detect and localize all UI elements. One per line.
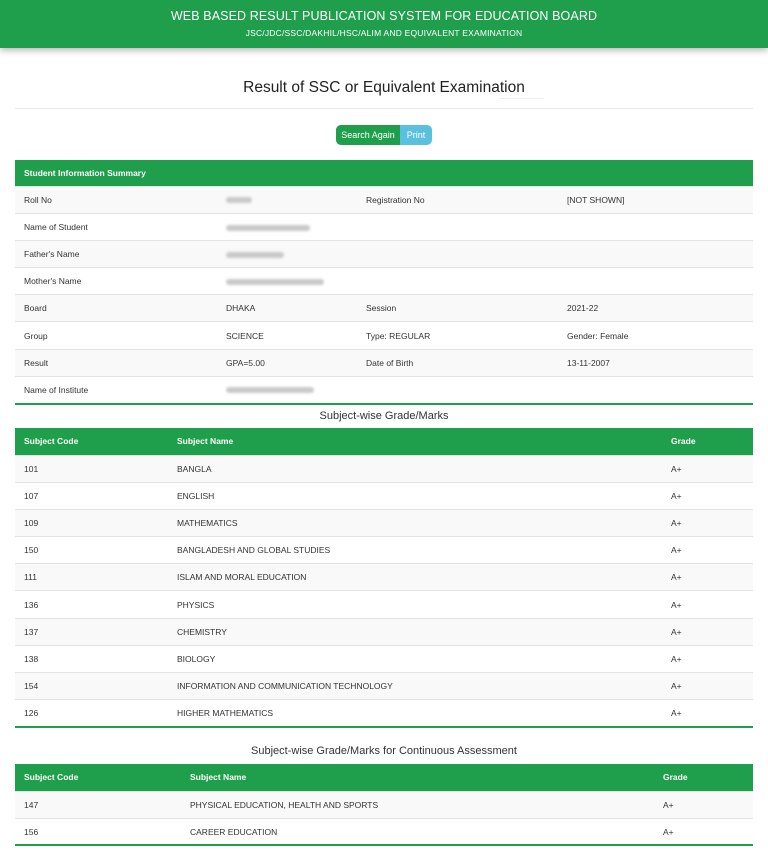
student-info-table	[15, 160, 753, 405]
grade-header: Grade	[654, 764, 753, 791]
institute-label: Name of Institute	[15, 376, 217, 403]
result-label: Result	[15, 349, 217, 376]
grade-cell: A+	[662, 673, 753, 700]
table-row	[15, 645, 753, 672]
subject-name-cell: PHYSICAL EDUCATION, HEALTH AND SPORTS	[181, 791, 654, 818]
subject-name-cell: BANGLADESH AND GLOBAL STUDIES	[168, 537, 662, 564]
info-row-name	[15, 213, 753, 240]
table-row	[15, 564, 753, 591]
info-row-group	[15, 322, 753, 349]
subject-name-cell: BANGLA	[168, 455, 662, 482]
subject-code-header: Subject Code	[15, 428, 168, 455]
dob-value: 13-11-2007	[558, 349, 753, 376]
subject-name-cell: CAREER EDUCATION	[181, 818, 654, 845]
print-button[interactable]: Print	[400, 125, 432, 145]
grade-cell: A+	[662, 645, 753, 672]
info-row-mother	[15, 268, 753, 295]
subject-code-cell: 136	[15, 591, 168, 618]
roll-label: Roll No	[15, 186, 217, 213]
search-again-button[interactable]: Search Again	[336, 125, 400, 145]
subject-name-cell: INFORMATION AND COMMUNICATION TECHNOLOGY	[168, 673, 662, 700]
subject-code-cell: 147	[15, 791, 181, 818]
info-row-roll	[15, 186, 753, 213]
table-row	[15, 818, 753, 845]
father-name-label: Father's Name	[15, 240, 217, 267]
action-button-group	[336, 125, 432, 145]
subject-code-cell: 137	[15, 618, 168, 645]
grade-cell: A+	[654, 818, 753, 845]
title-decoration	[500, 98, 544, 99]
table-row	[15, 791, 753, 818]
mother-name-label: Mother's Name	[15, 268, 217, 295]
group-label: Group	[15, 322, 217, 349]
table-row	[15, 537, 753, 564]
mother-name-redacted	[217, 268, 753, 295]
grade-cell: A+	[662, 700, 753, 727]
subject-code-cell: 150	[15, 537, 168, 564]
subject-name-header: Subject Name	[168, 428, 662, 455]
grades-table	[15, 428, 753, 728]
roll-value-redacted	[217, 186, 357, 213]
subject-name-cell: CHEMISTRY	[168, 618, 662, 645]
group-value: SCIENCE	[217, 322, 357, 349]
subject-name-cell: PHYSICS	[168, 591, 662, 618]
table-row	[15, 509, 753, 536]
subject-code-cell: 156	[15, 818, 181, 845]
board-value: DHAKA	[217, 295, 357, 322]
info-row-father	[15, 240, 753, 267]
grade-cell: A+	[654, 791, 753, 818]
student-name-label: Name of Student	[15, 213, 217, 240]
session-label: Session	[357, 295, 558, 322]
table-row	[15, 618, 753, 645]
site-header	[0, 0, 768, 48]
subject-code-cell: 107	[15, 482, 168, 509]
grade-cell: A+	[662, 509, 753, 536]
page-title: Result of SSC or Equivalent Examination	[243, 79, 525, 96]
grade-cell: A+	[662, 618, 753, 645]
registration-value: [NOT SHOWN]	[558, 186, 753, 213]
subject-code-cell: 111	[15, 564, 168, 591]
grade-cell: A+	[662, 564, 753, 591]
dob-label: Date of Birth	[357, 349, 558, 376]
site-subtitle: JSC/JDC/SSC/DAKHIL/HSC/ALIM AND EQUIVALENT EXAMINATION	[245, 28, 523, 38]
continuous-assessment-table	[15, 764, 753, 846]
grade-cell: A+	[662, 455, 753, 482]
subject-code-header: Subject Code	[15, 764, 181, 791]
info-row-result	[15, 349, 753, 376]
table-row	[15, 455, 753, 482]
continuous-section-title: Subject-wise Grade/Marks for Continuous Assessment	[251, 745, 517, 757]
subject-name-cell: ISLAM AND MORAL EDUCATION	[168, 564, 662, 591]
gender-value: Gender: Female	[558, 322, 753, 349]
info-row-institute	[15, 376, 753, 403]
session-value: 2021-22	[558, 295, 753, 322]
subject-code-cell: 101	[15, 455, 168, 482]
board-label: Board	[15, 295, 217, 322]
institute-name-redacted	[217, 376, 753, 403]
site-title: WEB BASED RESULT PUBLICATION SYSTEM FOR EDUCATION BOARD	[170, 9, 598, 23]
type-value: Type: REGULAR	[357, 322, 558, 349]
table-row	[15, 700, 753, 727]
subject-name-cell: ENGLISH	[168, 482, 662, 509]
grade-header: Grade	[662, 428, 753, 455]
table-row	[15, 673, 753, 700]
subject-name-cell: MATHEMATICS	[168, 509, 662, 536]
registration-label: Registration No	[357, 186, 558, 213]
divider	[15, 108, 753, 109]
subject-name-cell: BIOLOGY	[168, 645, 662, 672]
subject-code-cell: 154	[15, 673, 168, 700]
grade-cell: A+	[662, 591, 753, 618]
student-info-heading: Student Information Summary	[15, 160, 753, 186]
subject-name-header: Subject Name	[181, 764, 654, 791]
father-name-redacted	[217, 240, 753, 267]
info-row-board	[15, 295, 753, 322]
grade-cell: A+	[662, 482, 753, 509]
subject-code-cell: 138	[15, 645, 168, 672]
grades-section-title: Subject-wise Grade/Marks	[319, 410, 449, 422]
grade-cell: A+	[662, 537, 753, 564]
table-row	[15, 591, 753, 618]
result-value: GPA=5.00	[217, 349, 357, 376]
student-name-redacted	[217, 213, 753, 240]
subject-name-cell: HIGHER MATHEMATICS	[168, 700, 662, 727]
table-row	[15, 482, 753, 509]
subject-code-cell: 126	[15, 700, 168, 727]
subject-code-cell: 109	[15, 509, 168, 536]
